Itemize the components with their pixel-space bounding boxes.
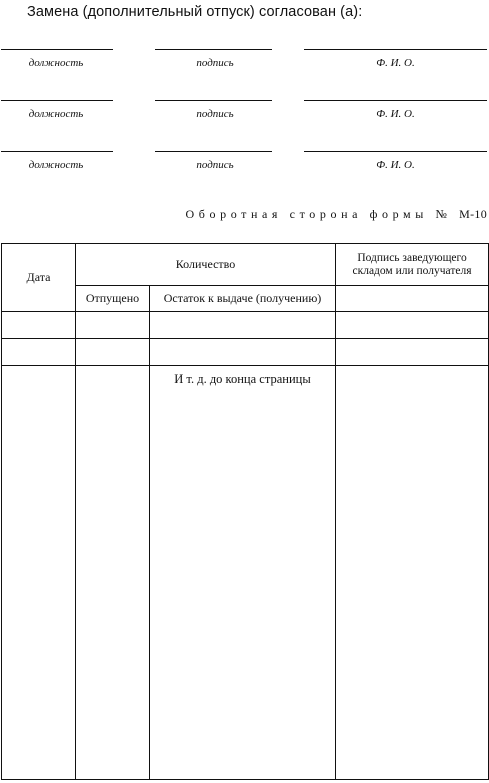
- name-caption-3: Ф. И. О.: [376, 159, 415, 171]
- header-signature: Подпись заведующего складом или получателя: [336, 244, 489, 286]
- position-caption-3: должность: [28, 159, 84, 171]
- cell-signature: [336, 312, 489, 339]
- name-line-3: [304, 151, 487, 152]
- header-date: Дата: [2, 244, 76, 312]
- continuation-note: И т. д. до конца страницы: [174, 372, 311, 386]
- position-caption-2: должность: [28, 108, 84, 120]
- cell-date: [2, 339, 76, 366]
- cell-signature: [336, 366, 489, 780]
- cell-signature: [336, 339, 489, 366]
- signature-line-1: [155, 49, 272, 50]
- name-line-1: [304, 49, 487, 50]
- cell-date: [2, 312, 76, 339]
- reverse-side-title-text: Оборотная сторона формы №: [185, 207, 452, 221]
- position-caption-1: должность: [28, 57, 84, 69]
- signature-caption-3: подпись: [196, 159, 234, 171]
- signature-line-3: [155, 151, 272, 152]
- position-line-3: [1, 151, 113, 152]
- header-released: Отпущено: [76, 286, 150, 312]
- cell-released: [76, 366, 150, 780]
- name-caption-1: Ф. И. О.: [376, 57, 415, 69]
- header-signature-blank: [336, 286, 489, 312]
- position-line-1: [1, 49, 113, 50]
- name-caption-2: Ф. И. О.: [376, 108, 415, 120]
- signature-caption-1: подпись: [196, 57, 234, 69]
- cell-remaining: [150, 312, 336, 339]
- cell-remaining: [150, 366, 336, 780]
- header-quantity: Количество: [76, 244, 336, 286]
- position-line-2: [1, 100, 113, 101]
- cell-released: [76, 312, 150, 339]
- signature-caption-2: подпись: [196, 108, 234, 120]
- cell-remaining: [150, 339, 336, 366]
- table-row: [2, 366, 489, 780]
- table-row: [2, 339, 489, 366]
- cell-released: [76, 339, 150, 366]
- form-code: М-10: [459, 207, 487, 221]
- table-row: [2, 312, 489, 339]
- reverse-side-title: [186, 207, 487, 222]
- header-remaining: Остаток к выдаче (получению): [150, 286, 336, 312]
- cell-date: [2, 366, 76, 780]
- signature-line-2: [155, 100, 272, 101]
- name-line-2: [304, 100, 487, 101]
- issue-ledger-table: [1, 243, 489, 780]
- approval-heading: Замена (дополнительный отпуск) согласован (а):: [27, 4, 363, 20]
